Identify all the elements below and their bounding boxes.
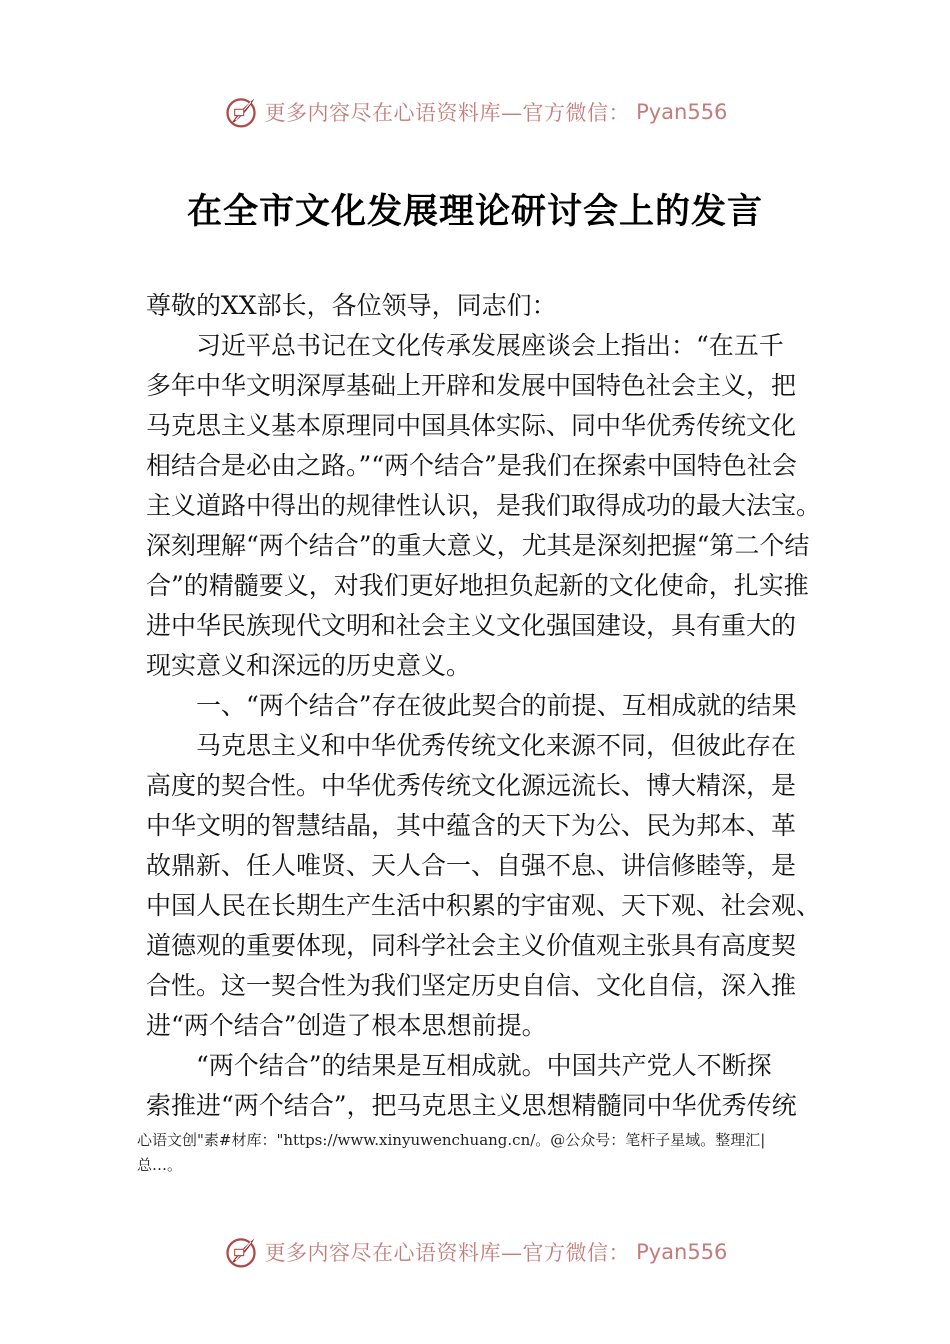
body-line: 相结合是必由之路。”“两个结合”是我们在探索中国特色社会	[146, 451, 797, 480]
salutation-line: 尊敬的XX部长，各位领导，同志们：	[146, 291, 557, 320]
body-line: 现实意义和深远的历史意义。	[146, 651, 472, 680]
body-line: 道德观的重要体现，同科学社会主义价值观主张具有高度契	[146, 931, 797, 960]
banner-wechat-id: Pyan556	[636, 100, 728, 124]
section-heading: 一、“两个结合”存在彼此契合的前提、互相成就的结果	[196, 691, 797, 720]
document-body	[146, 286, 836, 1126]
footer-banner	[0, 1232, 950, 1272]
body-line: 马克思主义基本原理同中国具体实际、同中华优秀传统文化	[146, 411, 797, 440]
body-line: 进“两个结合”创造了根本思想前提。	[146, 1011, 547, 1040]
banner-text: 更多内容尽在心语资料库—官方微信：	[264, 101, 631, 125]
quill-pen-logo-icon	[223, 94, 259, 130]
body-line: 习近平总书记在文化传承发展座谈会上指出：“在五千	[196, 331, 784, 360]
body-line: 多年中华文明深厚基础上开辟和发展中国特色社会主义，把	[146, 371, 797, 400]
body-line: 主义道路中得出的规律性认识，是我们取得成功的最大法宝。	[146, 491, 822, 520]
body-line: 中国人民在长期生产生活中积累的宇宙观、天下观、社会观、	[146, 891, 822, 920]
body-line: 中华文明的智慧结晶，其中蕴含的天下为公、民为邦本、革	[146, 811, 797, 840]
document-title: 在全市文化发展理论研讨会上的发言	[186, 191, 763, 232]
body-line: 高度的契合性。中华优秀传统文化源远流长、博大精深，是	[146, 771, 797, 800]
body-line: 故鼎新、任人唯贤、天人合一、自强不息、讲信修睦等，是	[146, 851, 797, 880]
body-line: “两个结合”的结果是互相成就。中国共产党人不断探	[196, 1051, 772, 1080]
banner-text: 更多内容尽在心语资料库—官方微信：	[264, 1241, 631, 1265]
body-line: 合”的精髓要义，对我们更好地担负起新的文化使命，扎实推	[146, 571, 809, 600]
banner-wechat-id: Pyan556	[636, 1240, 728, 1264]
body-line: 马克思主义和中华优秀传统文化来源不同，但彼此存在	[196, 731, 797, 760]
source-footnote	[137, 1128, 837, 1178]
body-line: 进中华民族现代文明和社会主义文化强国建设，具有重大的	[146, 611, 797, 640]
footnote-line: 心语文创"素#材库："https://www.xinyuwenchuang.cn/。@公众号：笔杆子星域。整理汇|	[137, 1131, 766, 1149]
body-line: 深刻理解“两个结合”的重大意义，尤其是深刻把握“第二个结	[146, 531, 810, 560]
footnote-line: 总…。	[137, 1156, 183, 1174]
body-line: 索推进“两个结合”，把马克思主义思想精髓同中华优秀传统	[146, 1091, 797, 1120]
header-banner	[0, 92, 950, 132]
quill-pen-logo-icon	[223, 1234, 259, 1270]
body-line: 合性。这一契合性为我们坚定历史自信、文化自信，深入推	[146, 971, 797, 1000]
